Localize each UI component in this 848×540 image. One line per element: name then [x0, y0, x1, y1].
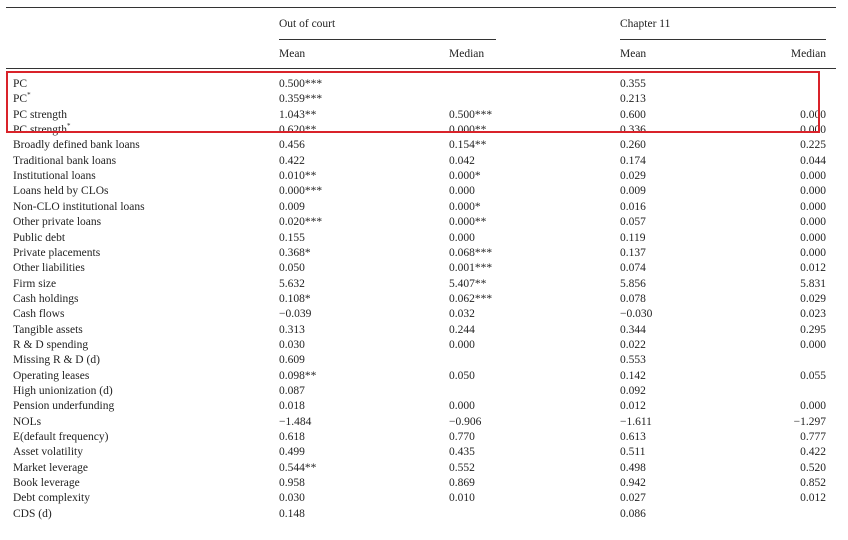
cell-oc-mean: 0.618	[279, 431, 305, 444]
cell-oc-mean: 1.043**	[279, 108, 317, 121]
cell-ch-median: 0.029	[800, 292, 826, 305]
cell-oc-median: 0.000**	[449, 216, 487, 229]
row-label-text: PC	[13, 93, 28, 106]
row-label-text: Cash holdings	[13, 292, 79, 305]
row-label-text: Cash flows	[13, 308, 65, 321]
table-row	[0, 399, 848, 414]
table-row	[0, 292, 848, 307]
cell-oc-mean: 0.620**	[279, 124, 317, 137]
cell-ch-median: 0.044	[800, 154, 826, 167]
table-row	[0, 231, 848, 246]
row-label-text: Broadly defined bank loans	[13, 139, 140, 152]
table-row	[0, 138, 848, 153]
cell-ch-mean: 0.600	[620, 108, 646, 121]
cell-oc-median: 0.000*	[449, 200, 481, 213]
cell-ch-median: −1.297	[793, 415, 826, 428]
row-label-text: NOLs	[13, 415, 42, 428]
group-rule-chapter11	[620, 39, 826, 40]
cell-ch-mean: 0.942	[620, 477, 646, 490]
row-label	[13, 200, 145, 215]
cell-oc-mean: 0.544**	[279, 461, 317, 474]
cell-oc-mean: 0.050	[279, 262, 305, 275]
row-label	[13, 338, 88, 353]
table-row	[0, 369, 848, 384]
cell-oc-mean: −0.039	[279, 308, 312, 321]
row-label-text: Market leverage	[13, 461, 89, 474]
cell-oc-mean: 0.155	[279, 231, 305, 244]
row-label-text: Missing R & D (d)	[13, 354, 100, 367]
table-row	[0, 323, 848, 338]
cell-oc-median: 0.000*	[449, 170, 481, 183]
cell-ch-median: 0.000	[800, 246, 826, 259]
row-label	[13, 215, 101, 230]
table-row	[0, 353, 848, 368]
cell-ch-mean: 0.012	[620, 400, 646, 413]
cell-oc-median: 0.068***	[449, 246, 493, 259]
cell-oc-median: 0.000	[449, 185, 475, 198]
row-label-text: High unionization (d)	[13, 385, 113, 397]
cell-ch-mean: 0.078	[620, 292, 646, 305]
table-row	[0, 445, 848, 460]
row-label-text: Institutional loans	[13, 170, 96, 183]
cell-oc-mean: 0.958	[279, 477, 305, 490]
row-label-text: CDS (d)	[13, 507, 52, 520]
cell-oc-mean: 0.018	[279, 400, 305, 413]
row-label-text: Tangible assets	[13, 323, 83, 336]
cell-ch-median: 0.000	[800, 185, 826, 198]
cell-ch-mean: 0.553	[620, 354, 646, 367]
row-label	[13, 445, 83, 460]
group-rule-out-of-court	[279, 39, 496, 40]
cell-oc-median: −0.906	[449, 415, 482, 428]
cell-ch-median: 0.012	[800, 262, 826, 275]
cell-oc-median: 0.062***	[449, 292, 493, 305]
cell-ch-mean: 0.022	[620, 338, 646, 351]
cell-oc-median: 0.042	[449, 154, 475, 167]
cell-ch-median: 0.000	[800, 124, 826, 137]
table-row	[0, 491, 848, 506]
cell-oc-mean: 5.632	[279, 277, 305, 290]
cell-ch-mean: 0.009	[620, 185, 646, 198]
cell-oc-mean: 0.098**	[279, 369, 317, 382]
cell-oc-median: 0.500***	[449, 108, 493, 121]
cell-oc-median: 0.050	[449, 369, 475, 382]
cell-ch-median: 0.852	[800, 477, 826, 490]
row-label	[13, 246, 100, 261]
highlight-box	[6, 71, 820, 133]
group-header-chapter11: Chapter 11	[620, 18, 671, 30]
cell-oc-mean: 0.368*	[279, 246, 311, 259]
cell-ch-mean: 0.511	[620, 446, 646, 459]
cell-oc-mean: 0.609	[279, 354, 305, 367]
cell-ch-median: 0.000	[800, 200, 826, 213]
cell-ch-mean: 0.092	[620, 385, 646, 397]
cell-oc-median: 0.435	[449, 446, 475, 459]
row-label	[13, 261, 85, 276]
row-label	[13, 461, 88, 476]
cell-oc-mean: 0.000***	[279, 185, 323, 198]
cell-oc-mean: 0.009	[279, 200, 305, 213]
cell-ch-median: 0.777	[800, 431, 826, 444]
row-label-text: Private placements	[13, 246, 101, 259]
table-row	[0, 415, 848, 430]
row-label	[13, 415, 41, 430]
row-label	[13, 399, 114, 414]
cell-oc-mean: 0.499	[279, 446, 305, 459]
cell-ch-mean: 5.856	[620, 277, 646, 290]
table-row	[0, 338, 848, 353]
cell-ch-mean: 0.119	[620, 231, 646, 244]
cell-ch-median: 0.000	[800, 170, 826, 183]
cell-oc-median: 0.154**	[449, 139, 487, 152]
cell-ch-mean: 0.498	[620, 461, 646, 474]
row-label-superscript: *	[27, 91, 31, 100]
cell-ch-mean: 0.355	[620, 78, 646, 90]
cell-ch-mean: 0.344	[620, 323, 646, 336]
row-label-text: Firm size	[13, 277, 57, 290]
cell-ch-mean: 0.613	[620, 431, 646, 444]
row-label	[13, 369, 89, 384]
row-label-text: Other liabilities	[13, 262, 85, 275]
cell-ch-mean: 0.260	[620, 139, 646, 152]
cell-ch-median: 0.000	[800, 338, 826, 351]
table-row	[0, 215, 848, 230]
cell-ch-mean: 0.086	[620, 507, 646, 520]
cell-oc-mean: 0.456	[279, 139, 305, 152]
cell-ch-median: 0.422	[800, 446, 826, 459]
cell-ch-mean: 0.142	[620, 369, 646, 382]
row-label-text: Other private loans	[13, 216, 102, 229]
cell-oc-median: 0.000**	[449, 124, 487, 137]
table-row	[0, 169, 848, 184]
row-label-text: R & D spending	[13, 338, 89, 351]
cell-oc-mean: 0.422	[279, 154, 305, 167]
row-label-text: E(default frequency)	[13, 431, 109, 444]
cell-ch-mean: 0.016	[620, 200, 646, 213]
table-row	[0, 430, 848, 445]
col-header-ch-median: Median	[790, 48, 826, 60]
cell-ch-median: 0.295	[800, 323, 826, 336]
cell-ch-mean: 0.213	[620, 93, 646, 106]
cell-oc-mean: 0.500***	[279, 78, 323, 90]
cell-ch-mean: 0.029	[620, 170, 646, 183]
cell-oc-median: 0.000	[449, 338, 475, 351]
cell-oc-median: 0.001***	[449, 262, 493, 275]
cell-oc-median: 0.869	[449, 477, 475, 490]
table-row	[0, 461, 848, 476]
cell-ch-mean: 0.137	[620, 246, 646, 259]
table-row	[0, 384, 848, 399]
row-label-text: Pension underfunding	[13, 400, 115, 413]
cell-oc-mean: 0.108*	[279, 292, 311, 305]
top-rule	[6, 7, 836, 8]
row-label	[13, 384, 113, 399]
cell-oc-median: 0.244	[449, 323, 475, 336]
cell-ch-median: 0.012	[800, 492, 826, 505]
cell-oc-median: 0.010	[449, 492, 475, 505]
row-label-text: PC strength	[13, 108, 67, 121]
row-label-text: Debt complexity	[13, 492, 90, 505]
cell-ch-median: 5.831	[800, 277, 826, 290]
table-row	[0, 154, 848, 169]
row-label	[13, 323, 83, 338]
col-header-ch-mean: Mean	[620, 48, 647, 60]
row-label	[13, 231, 65, 246]
cell-ch-mean: −1.611	[620, 415, 652, 428]
cell-ch-median: 0.000	[800, 400, 826, 413]
table-row	[0, 184, 848, 199]
cell-ch-median: 0.225	[800, 139, 826, 152]
table-row	[0, 307, 848, 322]
row-label	[13, 491, 90, 506]
cell-oc-mean: −1.484	[279, 415, 312, 428]
cell-ch-mean: 0.174	[620, 154, 646, 167]
row-label-text: Loans held by CLOs	[13, 185, 109, 198]
table-row	[0, 261, 848, 276]
row-label-text: PC strength	[13, 124, 67, 137]
col-header-oc-mean: Mean	[279, 48, 306, 60]
table-row	[0, 200, 848, 215]
cell-oc-mean: 0.010**	[279, 170, 317, 183]
cell-ch-mean: 0.336	[620, 124, 646, 137]
row-label	[13, 292, 79, 307]
col-header-oc-median: Median	[449, 48, 485, 60]
cell-ch-mean: 0.027	[620, 492, 646, 505]
row-label-text: Public debt	[13, 231, 66, 244]
cell-ch-median: 0.023	[800, 308, 826, 321]
row-label-superscript: *	[67, 122, 71, 131]
table-row	[0, 246, 848, 261]
row-label-text: Operating leases	[13, 369, 90, 382]
table-row	[0, 476, 848, 491]
cell-ch-mean: −0.030	[620, 308, 653, 321]
row-label	[13, 154, 116, 169]
cell-oc-median: 0.770	[449, 431, 475, 444]
cell-oc-median: 0.000	[449, 231, 475, 244]
cell-oc-median: 0.552	[449, 461, 475, 474]
row-label	[13, 507, 52, 522]
cell-oc-median: 0.000	[449, 400, 475, 413]
cell-oc-mean: 0.148	[279, 507, 305, 520]
cell-ch-mean: 0.074	[620, 262, 646, 275]
cell-oc-mean: 0.087	[279, 385, 305, 397]
cell-ch-median: 0.000	[800, 108, 826, 121]
row-label-text: Asset volatility	[13, 446, 83, 459]
row-label-text: Traditional bank loans	[13, 154, 117, 167]
table-row	[0, 507, 848, 522]
row-label-text: Non-CLO institutional loans	[13, 200, 145, 213]
row-label	[13, 277, 56, 292]
row-label	[13, 184, 109, 199]
cell-oc-median: 0.032	[449, 308, 475, 321]
row-label	[13, 353, 100, 368]
cell-ch-median: 0.055	[800, 369, 826, 382]
row-label	[13, 169, 96, 184]
row-label-text: Book leverage	[13, 477, 80, 490]
cell-ch-mean: 0.057	[620, 216, 646, 229]
row-label-text: PC	[13, 78, 28, 90]
cell-ch-median: 0.000	[800, 216, 826, 229]
row-label	[13, 307, 64, 322]
row-label	[13, 430, 108, 445]
group-header-out-of-court: Out of court	[279, 18, 336, 30]
row-label	[13, 138, 140, 153]
cell-oc-median: 5.407**	[449, 277, 487, 290]
cell-oc-mean: 0.359***	[279, 93, 323, 106]
cell-ch-median: 0.520	[800, 461, 826, 474]
table-row	[0, 277, 848, 292]
cell-oc-mean: 0.020***	[279, 216, 323, 229]
row-label	[13, 476, 80, 491]
cell-oc-mean: 0.313	[279, 323, 305, 336]
cell-oc-mean: 0.030	[279, 492, 305, 505]
cell-oc-mean: 0.030	[279, 338, 305, 351]
cell-ch-median: 0.000	[800, 231, 826, 244]
header-rule	[6, 68, 836, 69]
